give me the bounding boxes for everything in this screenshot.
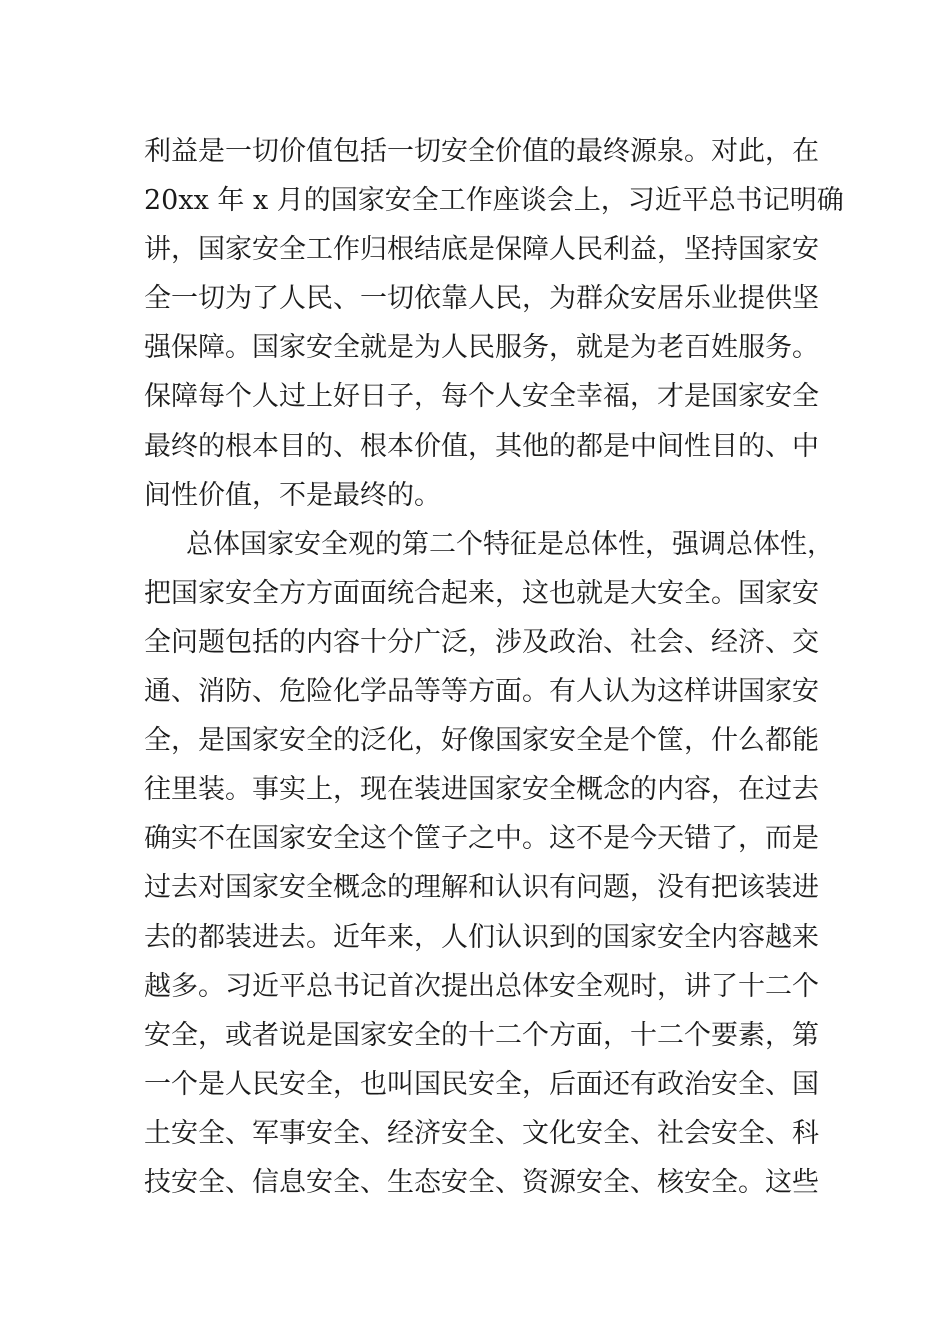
text-line: 全，是国家安全的泛化，好像国家安全是个筐，什么都能 [144, 725, 819, 757]
text-line: 往里装。事实上，现在装进国家安全概念的内容，在过去 [144, 774, 819, 806]
document-body [144, 127, 844, 1207]
text-line: 总体国家安全观的第二个特征是总体性，强调总体性， [186, 528, 834, 560]
paragraph-2 [144, 520, 834, 1207]
text-line: 过去对国家安全概念的理解和认识有问题，没有把该装进 [144, 872, 819, 904]
text-line: 讲，国家安全工作归根结底是保障人民利益，坚持国家安 [144, 234, 819, 266]
text-line: 土安全、军事安全、经济安全、文化安全、社会安全、科 [144, 1117, 819, 1149]
text-line: 20xx 年 x 月的国家安全工作座谈会上，习近平总书记明确 [144, 185, 844, 217]
text-line: 全问题包括的内容十分广泛，涉及政治、社会、经济、交 [144, 626, 819, 658]
text-line: 全一切为了人民、一切依靠人民，为群众安居乐业提供坚 [144, 283, 819, 315]
text-line: 确实不在国家安全这个筐子之中。这不是今天错了，而是 [144, 823, 819, 855]
paragraph-1 [144, 127, 844, 520]
text-line: 把国家安全方方面面统合起来，这也就是大安全。国家安 [144, 577, 819, 609]
text-line: 越多。习近平总书记首次提出总体安全观时，讲了十二个 [144, 970, 819, 1002]
text-line: 利益是一切价值包括一切安全价值的最终源泉。对此，在 [144, 136, 819, 167]
text-line: 一个是人民安全，也叫国民安全，后面还有政治安全、国 [144, 1068, 819, 1100]
text-line: 技安全、信息安全、生态安全、资源安全、核安全。这些 [144, 1166, 819, 1198]
text-line: 间性价值，不是最终的。 [144, 479, 441, 511]
text-line: 保障每个人过上好日子，每个人安全幸福，才是国家安全 [144, 381, 819, 413]
text-line: 通、消防、危险化学品等等方面。有人认为这样讲国家安 [144, 676, 819, 708]
text-line: 强保障。国家安全就是为人民服务，就是为老百姓服务。 [144, 332, 819, 364]
text-line: 安全，或者说是国家安全的十二个方面，十二个要素，第 [144, 1019, 819, 1051]
text-line: 去的都装进去。近年来，人们认识到的国家安全内容越来 [144, 921, 819, 953]
text-line: 最终的根本目的、根本价值，其他的都是中间性目的、中 [144, 430, 819, 462]
